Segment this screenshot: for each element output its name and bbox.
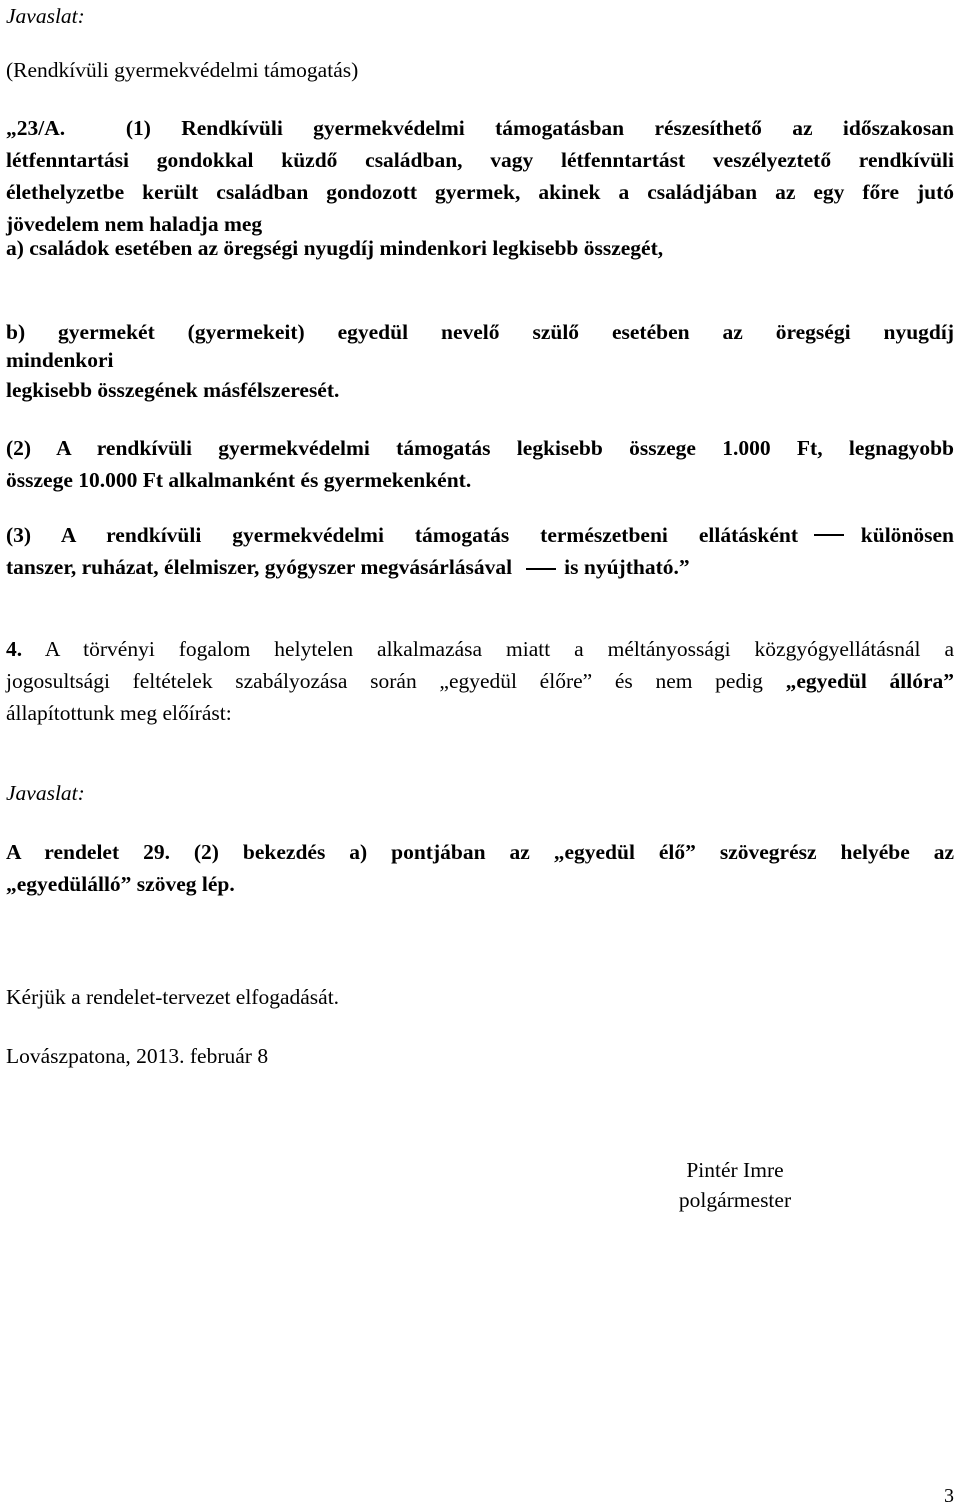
item-b-line-2: mindenkori [6,348,114,372]
em-dash [814,534,844,536]
point-4 [6,633,954,729]
item-a: a) családok esetében az öregségi nyugdíj mindenkori legkisebb összegét, [6,236,664,260]
point-4-line-2: jogosultsági feltételek szabályozása során „egyedül élőre” és nem pedig „egyedül állóra” [6,669,955,693]
paragraph-23a-line-1: „23/A. (1) Rendkívüli gyermekvédelmi támogatásban részesíthető az időszakosan [6,116,955,140]
signature-block [660,1155,810,1215]
item-2-line-2: összege 10.000 Ft alkalmanként és gyermekenként. [6,468,472,492]
heading-javaslat-1: Javaslat: [6,4,85,28]
item-b [6,316,954,408]
paragraph-23a-line-3: élethelyzetbe került családban gondozott gyermek, akinek a családjában az egy főre jutó [6,180,954,204]
point-4-line-3: állapítottunk meg előírást: [6,701,232,725]
proposal-line-2: „egyedülálló” szöveg lép. [6,872,235,896]
item-2-line-1: (2) A rendkívüli gyermekvédelmi támogatás legkisebb összege 1.000 Ft, legnagyobb [6,436,954,460]
paragraph-23a [6,112,954,240]
item-3-line-1: (3) A rendkívüli gyermekvédelmi támogatás természetbeni ellátásként különösen [6,523,954,547]
item-3-line-2: tanszer, ruházat, élelmiszer, gyógyszer megvásárlásával is nyújtható.” [6,555,690,579]
item-b-line-1: b) gyermekét (gyermekeit) egyedül nevelő szülő esetében az öregségi nyugdíj [6,320,954,344]
proposal-line-1: A rendelet 29. (2) bekezdés a) pontjában az „egyedül élő” szövegrész helyébe az [6,840,954,864]
page-number: 3 [944,1485,954,1507]
paragraph-23a-line-4: jövedelem nem haladja meg [6,212,263,236]
signature-name: Pintér Imre [686,1158,784,1182]
signature-title: polgármester [678,1188,792,1212]
heading-javaslat-2: Javaslat: [6,781,85,805]
proposal-paragraph [6,836,954,900]
paragraph-23a-line-2: létfenntartási gondokkal küzdő családban, vagy létfenntartást veszélyeztető rendkívüli [6,148,954,172]
item-2 [6,432,954,496]
point-4-line-1: 4. A törvényi fogalom helytelen alkalmazása miatt a méltányossági közgyógyellátásnál a [6,637,954,661]
request-text: Kérjük a rendelet-tervezet elfogadását. [6,985,340,1009]
place-date: Lovászpatona, 2013. február 8 [6,1044,269,1068]
section-subtitle: (Rendkívüli gyermekvédelmi támogatás) [6,58,359,82]
em-dash [526,568,556,570]
item-b-line-3: legkisebb összegének másfélszeresét. [6,378,340,402]
item-3 [6,519,954,583]
